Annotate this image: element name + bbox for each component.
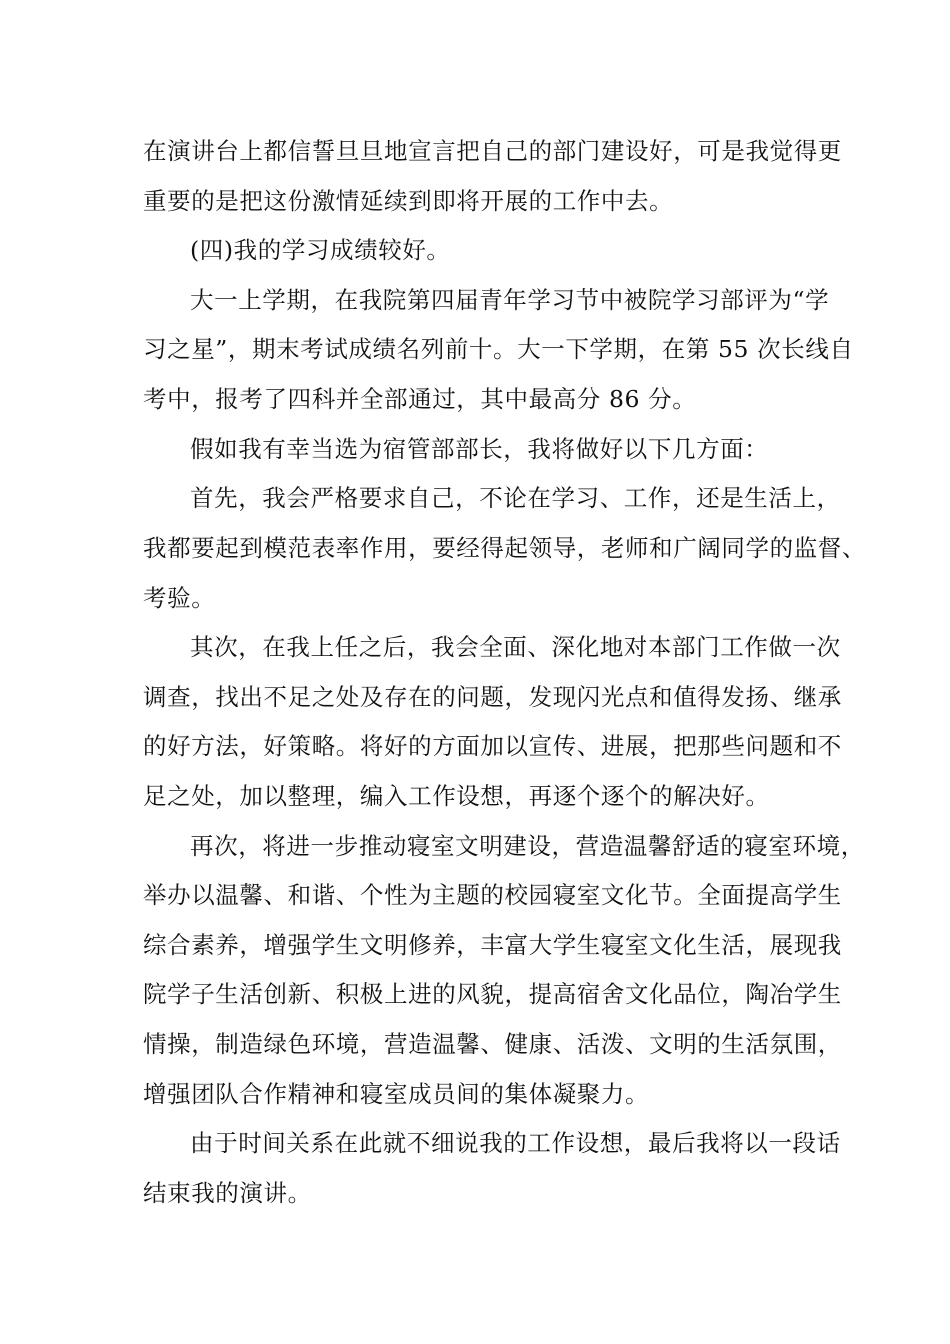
text-line: 重要的是把这份激情延续到即将开展的工作中去。 [143, 187, 674, 215]
text-line: 在演讲台上都信誓旦旦地宣言把自己的部门建设好，可是我觉得更 [143, 137, 842, 165]
text-line: 大一上学期，在我院第四届青年学习节中被院学习部评为“学 [190, 286, 830, 314]
text-line: 结束我的演讲。 [143, 1179, 312, 1207]
text-line: 举办以温馨、和谐、个性为主题的校园寝室文化节。全面提高学生 [143, 881, 842, 909]
text-line: 首先，我会严格要求自己，不论在学习、工作，还是生活上， [190, 484, 841, 512]
text-line: 再次，将进一步推动寝室文明建设，营造温馨舒适的寝室环境， [190, 832, 865, 860]
text-line: 我都要起到模范表率作用，要经得起领导，老师和广阔同学的监督、 [143, 534, 866, 562]
text-line: 综合素养，增强学生文明修养，丰富大学生寝室文化生活，展现我 [143, 931, 842, 959]
text-line: 的好方法，好策略。将好的方面加以宣传、进展，把那些问题和不 [143, 732, 842, 760]
text-line: 习之星”，期末考试成绩名列前十。大一下学期，在第 55 次长线自 [143, 335, 854, 363]
text-line: 情操，制造绿色环境，营造温馨、健康、活泼、文明的生活氛围， [143, 1030, 842, 1058]
text-line: 足之处，加以整理，编入工作设想，再逐个逐个的解决好。 [143, 782, 770, 810]
text-line: 其次，在我上任之后，我会全面、深化地对本部门工作做一次 [190, 633, 841, 661]
text-line: 增强团队合作精神和寝室成员间的集体凝聚力。 [143, 1080, 650, 1108]
text-line: 院学子生活创新、积极上进的风貌，提高宿舍文化品位，陶冶学生 [143, 980, 842, 1008]
section-heading: (四)我的学习成绩较好。 [190, 236, 451, 264]
text-line: 考中，报考了四科并全部通过，其中最高分 86 分。 [143, 385, 697, 413]
text-line: 调查，找出不足之处及存在的问题，发现闪光点和值得发扬、继承 [143, 683, 842, 711]
text-line: 考验。 [143, 584, 216, 612]
text-line: 由于时间关系在此就不细说我的工作设想，最后我将以一段话 [190, 1129, 841, 1157]
text-line: 假如我有幸当选为宿管部部长，我将做好以下几方面： [190, 435, 769, 463]
